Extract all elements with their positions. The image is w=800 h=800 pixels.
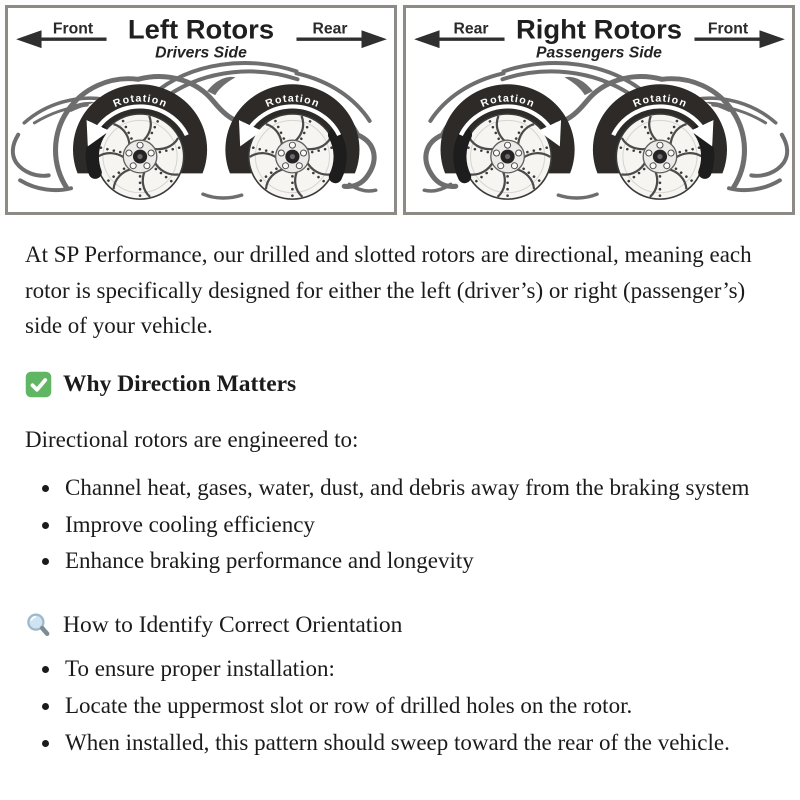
panel-subtitle: Passengers Side <box>536 44 662 62</box>
list-item: • To ensure proper installation: <box>62 652 755 687</box>
left-arrow-icon <box>414 30 439 48</box>
rear-direction-label: Rear <box>312 20 348 38</box>
magnifier-icon <box>25 612 52 639</box>
car-line-art-left <box>13 63 376 212</box>
rear-direction-label: Rear <box>453 20 489 38</box>
engineered-lead: Directional rotors are engineered to: <box>25 426 359 452</box>
rotation-label-front: Rotation <box>631 92 689 110</box>
list-item: • Enhance braking performance and longevity <box>62 544 755 579</box>
list-item: • Improve cooling efficiency <box>62 508 755 543</box>
right-arrow-icon <box>759 30 784 48</box>
panel-title: Right Rotors <box>515 14 683 45</box>
right-rotors-panel <box>403 5 795 215</box>
why-direction-heading <box>25 371 775 398</box>
article-body <box>0 215 800 783</box>
front-direction-label: Front <box>52 20 94 38</box>
check-mark-icon <box>25 371 52 398</box>
intro-paragraph: At SP Performance, our drilled and slotted rotors are directional, meaning each rotor is specifically designed for either the left (driver’s) or right (passenger’s) side of your vehicle. <box>25 242 752 339</box>
list-item: • Locate the uppermost slot or row of drilled holes on the rotor. <box>62 689 755 724</box>
car-line-art-right <box>424 63 787 212</box>
rotation-label-rear: Rotation <box>263 92 322 110</box>
rotation-label-front: Rotation <box>111 92 169 110</box>
list-item: • When installed, this pattern should sweep toward the rear of the vehicle. <box>62 726 755 761</box>
right-arrow-icon <box>361 30 386 48</box>
benefits-list <box>25 471 775 580</box>
rotation-label-rear: Rotation <box>478 92 537 110</box>
left-arrow-icon <box>16 30 41 48</box>
rotor-orientation-figure <box>0 0 800 215</box>
panel-subtitle: Drivers Side <box>155 44 247 62</box>
front-direction-label: Front <box>707 20 749 38</box>
install-list <box>25 652 775 761</box>
left-rotors-panel <box>5 5 397 215</box>
list-item: • Channel heat, gases, water, dust, and debris away from the braking system <box>62 471 755 506</box>
heading-text: How to Identify Correct Orientation <box>63 612 403 639</box>
identify-heading <box>25 612 775 639</box>
heading-text: Why Direction Matters <box>63 370 297 397</box>
panel-title: Left Rotors <box>127 14 275 45</box>
